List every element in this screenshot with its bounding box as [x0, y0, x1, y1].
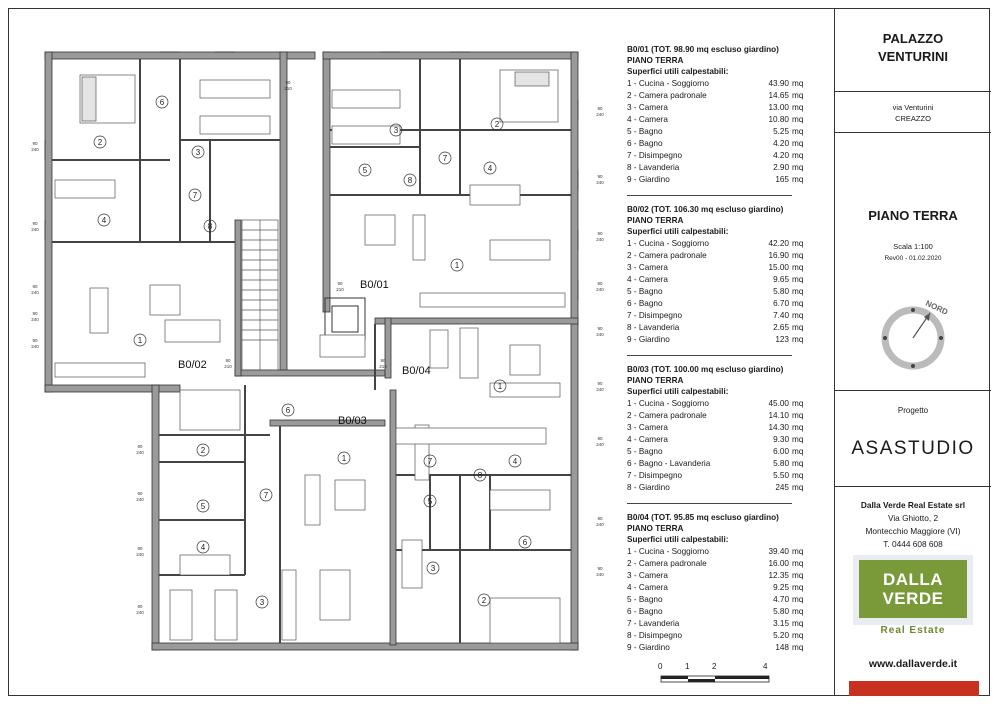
dimension-tag: 240	[596, 522, 604, 527]
room-name: 5 - Bagno	[627, 447, 663, 456]
room-name: 4 - Camera	[627, 435, 668, 444]
room-value: 45.00	[768, 399, 789, 408]
unit-floor: PIANO TERRA	[627, 216, 684, 225]
dimension-tag: 210	[379, 364, 387, 369]
room-unit: mq	[792, 115, 804, 124]
dimension-tag: 240	[31, 290, 39, 295]
svg-text:4: 4	[512, 457, 518, 466]
room-row	[627, 150, 827, 162]
room-row	[627, 286, 827, 298]
room-unit: mq	[792, 163, 804, 172]
room-name: 3 - Camera	[627, 423, 668, 432]
room-name: 3 - Camera	[627, 571, 668, 580]
room-value: 2.65	[773, 323, 789, 332]
unit-total: (TOT. 100.00 mq escluso giardino)	[651, 365, 784, 374]
svg-text:1: 1	[454, 261, 460, 270]
room-row	[627, 274, 827, 286]
lift	[325, 298, 365, 340]
room-row	[627, 570, 827, 582]
room-name: 5 - Bagno	[627, 127, 663, 136]
room-value: 9.30	[773, 435, 789, 444]
room-row	[627, 546, 827, 558]
dimension-tag: 240	[596, 237, 604, 242]
room-name: 1 - Cucina - Soggiorno	[627, 547, 709, 556]
dimension-tag: 240	[596, 442, 604, 447]
unit-label-b0-03: B0/03	[338, 415, 367, 427]
room-unit: mq	[792, 571, 804, 580]
title-block	[834, 8, 991, 696]
scale-bar-graphic	[660, 675, 772, 685]
room-unit: mq	[792, 607, 804, 616]
dimension-tag: 240	[31, 344, 39, 349]
svg-text:6: 6	[159, 98, 165, 107]
staircase	[242, 220, 278, 370]
unit-subtitle: Superfici utili calpestabili:	[627, 387, 729, 396]
room-value: 5.25	[773, 127, 789, 136]
living-furniture	[55, 215, 565, 640]
room-name: 8 - Lavanderia	[627, 163, 680, 172]
svg-text:2: 2	[97, 138, 103, 147]
unit-total: (TOT. 106.30 mq escluso giardino)	[651, 205, 784, 214]
room-unit: mq	[792, 619, 804, 628]
room-name: 6 - Bagno	[627, 139, 663, 148]
room-value: 42.20	[768, 239, 789, 248]
room-row	[627, 642, 827, 654]
room-name: 4 - Camera	[627, 583, 668, 592]
room-value: 245	[775, 483, 789, 492]
divider	[835, 132, 991, 133]
dimension-tag: 240	[31, 147, 39, 152]
table-divider	[627, 503, 792, 504]
beds	[55, 70, 560, 643]
room-value: 16.00	[768, 559, 789, 568]
room-name: 7 - Disimpegno	[627, 151, 683, 160]
dimension-tag: 240	[136, 497, 144, 502]
room-name: 5 - Bagno	[627, 287, 663, 296]
dimension-tag: 240	[596, 387, 604, 392]
svg-text:2: 2	[200, 446, 206, 455]
room-value: 16.90	[768, 251, 789, 260]
room-unit: mq	[792, 311, 804, 320]
room-name: 2 - Camera padronale	[627, 251, 707, 260]
dimension-tag: 240	[31, 317, 39, 322]
room-unit: mq	[792, 631, 804, 640]
room-row	[627, 262, 827, 274]
dimension-tag: 90	[32, 284, 38, 289]
svg-text:3: 3	[393, 126, 399, 135]
room-value: 9.25	[773, 583, 789, 592]
room-name: 5 - Bagno	[627, 595, 663, 604]
unit-label-b0-04: B0/04	[402, 365, 431, 377]
unit-table	[627, 364, 827, 494]
dimension-tag: 90	[32, 338, 38, 343]
room-unit: mq	[792, 151, 804, 160]
company-logo	[853, 555, 973, 625]
dimension-tag: 210	[224, 364, 232, 369]
divider	[835, 91, 991, 92]
revision-label: Rev00 - 01.02.2020	[884, 255, 942, 262]
room-value: 9.65	[773, 275, 789, 284]
room-row	[627, 310, 827, 322]
room-value: 3.15	[773, 619, 789, 628]
room-row	[627, 458, 827, 470]
svg-text:7: 7	[263, 491, 269, 500]
dimension-tag: 90	[597, 516, 603, 521]
table-divider	[627, 195, 792, 196]
svg-text:7: 7	[442, 154, 448, 163]
unit-code: B0/01	[627, 45, 649, 54]
dimension-tag: 90	[380, 358, 386, 363]
room-unit: mq	[792, 263, 804, 272]
room-unit: mq	[792, 335, 804, 344]
room-unit: mq	[792, 251, 804, 260]
unit-code: B0/02	[627, 205, 649, 214]
dimension-tag: 210	[336, 287, 344, 292]
dimension-tag: 90	[597, 566, 603, 571]
street-address: via Venturini	[892, 103, 934, 112]
dimension-tag: 90	[597, 281, 603, 286]
unit-heading	[627, 204, 827, 215]
room-value: 12.35	[768, 571, 789, 580]
dimension-tag: 90	[137, 546, 143, 551]
scale-tick-4: 4	[763, 662, 768, 671]
unit-heading	[627, 364, 827, 375]
room-value: 4.70	[773, 595, 789, 604]
dimension-tag: 240	[136, 610, 144, 615]
room-unit: mq	[792, 323, 804, 332]
unit-table	[627, 44, 827, 186]
room-row	[627, 410, 827, 422]
divider	[835, 486, 991, 487]
room-row	[627, 422, 827, 434]
svg-text:6: 6	[522, 538, 528, 547]
unit-floor: PIANO TERRA	[627, 524, 684, 533]
room-name: 6 - Bagno	[627, 607, 663, 616]
room-unit: mq	[792, 299, 804, 308]
room-unit: mq	[792, 643, 804, 652]
room-name: 2 - Camera padronale	[627, 559, 707, 568]
room-name: 9 - Giardino	[627, 643, 670, 652]
svg-text:8: 8	[407, 176, 413, 185]
room-row	[627, 558, 827, 570]
room-value: 4.20	[773, 151, 789, 160]
svg-text:3: 3	[430, 564, 436, 573]
dimension-tag: 90	[285, 80, 291, 85]
svg-text:7: 7	[427, 457, 433, 466]
dimension-tag: 90	[137, 444, 143, 449]
room-unit: mq	[792, 483, 804, 492]
room-row	[627, 114, 827, 126]
room-row	[627, 470, 827, 482]
svg-text:5: 5	[362, 166, 368, 175]
room-value: 148	[775, 643, 789, 652]
north-arrow-icon	[865, 283, 965, 378]
room-row	[627, 138, 827, 150]
unit-subtitle: Superfici utili calpestabili:	[627, 67, 729, 76]
unit-heading	[627, 512, 827, 523]
logo-line-1: DALLA	[882, 570, 944, 589]
unit-total: (TOT. 95.85 mq escluso giardino)	[651, 513, 779, 522]
room-name: 1 - Cucina - Soggiorno	[627, 79, 709, 88]
unit-table	[627, 204, 827, 346]
room-unit: mq	[792, 287, 804, 296]
project-label: Progetto	[897, 406, 929, 415]
room-row	[627, 174, 827, 186]
logo-line-2: VERDE	[882, 589, 944, 608]
room-row	[627, 298, 827, 310]
room-unit: mq	[792, 423, 804, 432]
company-name: Dalla Verde Real Estate srl	[860, 500, 966, 510]
unit-subtitle: Superfici utili calpestabili:	[627, 535, 729, 544]
room-row	[627, 102, 827, 114]
company-city: Montecchio Maggiore (VI)	[865, 526, 961, 536]
dimension-tag: 240	[596, 572, 604, 577]
accent-bar	[849, 681, 979, 696]
scale-tick-1: 1	[685, 662, 690, 671]
room-row	[627, 482, 827, 494]
room-value: 14.30	[768, 423, 789, 432]
room-name: 4 - Camera	[627, 275, 668, 284]
svg-text:4: 4	[487, 164, 493, 173]
room-value: 123	[775, 335, 789, 344]
dimension-tag: 90	[597, 231, 603, 236]
unit-label-b0-01: B0/01	[360, 279, 389, 291]
dimension-tag: 240	[136, 552, 144, 557]
room-name: 1 - Cucina - Soggiorno	[627, 399, 709, 408]
room-unit: mq	[792, 91, 804, 100]
room-name: 8 - Disimpegno	[627, 631, 683, 640]
room-row	[627, 78, 827, 90]
room-value: 6.70	[773, 299, 789, 308]
company-address: Via Ghiotto, 2	[887, 513, 939, 523]
room-value: 43.90	[768, 79, 789, 88]
svg-text:6: 6	[285, 406, 291, 415]
unit-heading	[627, 44, 827, 55]
room-row	[627, 606, 827, 618]
floor-title: PIANO TERRA	[868, 208, 958, 223]
studio-logo: ASASTUDIO	[851, 438, 975, 459]
room-value: 4.20	[773, 139, 789, 148]
room-value: 2.90	[773, 163, 789, 172]
building-name-2: VENTURINI	[877, 49, 949, 64]
room-row	[627, 398, 827, 410]
room-value: 7.40	[773, 311, 789, 320]
svg-text:8: 8	[207, 222, 213, 231]
svg-text:3: 3	[195, 148, 201, 157]
room-unit: mq	[792, 459, 804, 468]
svg-text:3: 3	[259, 598, 265, 607]
room-unit: mq	[792, 547, 804, 556]
room-name: 6 - Bagno - Lavanderia	[627, 459, 711, 468]
unit-table	[627, 512, 827, 654]
room-name: 3 - Camera	[627, 263, 668, 272]
room-value: 15.00	[768, 263, 789, 272]
room-name: 7 - Lavanderia	[627, 619, 680, 628]
room-unit: mq	[792, 239, 804, 248]
room-name: 8 - Giardino	[627, 483, 670, 492]
room-row	[627, 582, 827, 594]
room-value: 5.80	[773, 607, 789, 616]
room-row	[627, 434, 827, 446]
svg-text:2: 2	[481, 596, 487, 605]
room-row	[627, 322, 827, 334]
dimension-tag: 240	[31, 227, 39, 232]
svg-text:5: 5	[200, 502, 206, 511]
room-name: 2 - Camera padronale	[627, 91, 707, 100]
dimension-tag: 240	[596, 287, 604, 292]
dimension-tag: 90	[137, 604, 143, 609]
room-row	[627, 630, 827, 642]
room-unit: mq	[792, 435, 804, 444]
table-divider	[627, 355, 792, 356]
room-name: 7 - Disimpegno	[627, 311, 683, 320]
room-value: 5.80	[773, 287, 789, 296]
svg-text:1: 1	[341, 454, 347, 463]
dimension-tag: 240	[136, 450, 144, 455]
room-unit: mq	[792, 175, 804, 184]
room-row	[627, 446, 827, 458]
divider	[835, 390, 991, 391]
room-unit: mq	[792, 583, 804, 592]
scale-tick-2: 2	[712, 662, 717, 671]
scale-label: Scala 1:100	[893, 242, 933, 251]
room-unit: mq	[792, 103, 804, 112]
dimension-tag: 90	[32, 221, 38, 226]
room-name: 9 - Giardino	[627, 175, 670, 184]
svg-text:1: 1	[497, 382, 503, 391]
room-unit: mq	[792, 399, 804, 408]
exterior-walls	[45, 52, 578, 650]
room-row	[627, 238, 827, 250]
room-name: 6 - Bagno	[627, 299, 663, 308]
unit-subtitle: Superfici utili calpestabili:	[627, 227, 729, 236]
room-row	[627, 90, 827, 102]
room-name: 1 - Cucina - Soggiorno	[627, 239, 709, 248]
area-tables	[627, 44, 827, 654]
room-value: 13.00	[768, 103, 789, 112]
room-name: 8 - Lavanderia	[627, 323, 680, 332]
room-unit: mq	[792, 447, 804, 456]
floor-plan-drawing	[20, 30, 620, 690]
room-unit: mq	[792, 595, 804, 604]
room-value: 6.00	[773, 447, 789, 456]
svg-text:7: 7	[192, 191, 198, 200]
dimension-tag: 240	[596, 180, 604, 185]
room-row	[627, 250, 827, 262]
room-name: 7 - Disimpegno	[627, 471, 683, 480]
room-row	[627, 126, 827, 138]
unit-floor: PIANO TERRA	[627, 376, 684, 385]
svg-text:4: 4	[101, 216, 107, 225]
unit-total: (TOT. 98.90 mq escluso giardino)	[651, 45, 779, 54]
dimension-tag: 90	[597, 326, 603, 331]
room-name: 9 - Giardino	[627, 335, 670, 344]
room-row	[627, 618, 827, 630]
logo-subtitle: Real Estate	[880, 625, 946, 636]
company-phone: T. 0444 608 608	[883, 539, 943, 549]
dimension-tag: 90	[597, 436, 603, 441]
room-name: 4 - Camera	[627, 115, 668, 124]
scale-tick-0: 0	[658, 662, 663, 671]
room-value: 10.80	[768, 115, 789, 124]
dimension-tag: 90	[337, 281, 343, 286]
room-value: 165	[775, 175, 789, 184]
svg-text:4: 4	[200, 543, 206, 552]
dimension-tag: 90	[597, 381, 603, 386]
svg-text:2: 2	[494, 120, 500, 129]
dimension-tag: 90	[137, 491, 143, 496]
room-value: 5.80	[773, 459, 789, 468]
dimension-tag: 240	[596, 332, 604, 337]
room-row	[627, 594, 827, 606]
room-name: 3 - Camera	[627, 103, 668, 112]
room-unit: mq	[792, 79, 804, 88]
north-label: NORD	[924, 298, 950, 317]
unit-floor: PIANO TERRA	[627, 56, 684, 65]
dimension-tag: 90	[597, 174, 603, 179]
room-value: 14.65	[768, 91, 789, 100]
dimension-tag: 90	[225, 358, 231, 363]
room-row	[627, 162, 827, 174]
room-unit: mq	[792, 139, 804, 148]
unit-code: B0/04	[627, 513, 649, 522]
room-value: 14.10	[768, 411, 789, 420]
room-unit: mq	[792, 411, 804, 420]
svg-text:1: 1	[137, 336, 143, 345]
svg-text:5: 5	[427, 497, 433, 506]
room-unit: mq	[792, 127, 804, 136]
room-row	[627, 334, 827, 346]
room-value: 5.20	[773, 631, 789, 640]
building-name: PALAZZO	[882, 31, 944, 46]
room-value: 5.50	[773, 471, 789, 480]
dimension-tag: 210	[284, 86, 292, 91]
dimension-tag: 240	[596, 112, 604, 117]
room-name: 2 - Camera padronale	[627, 411, 707, 420]
unit-label-b0-02: B0/02	[178, 359, 207, 371]
room-unit: mq	[792, 275, 804, 284]
town: CREAZZO	[895, 114, 931, 123]
interior-walls	[52, 59, 571, 643]
room-unit: mq	[792, 471, 804, 480]
company-website[interactable]: www.dallaverde.it	[868, 658, 958, 670]
dimension-tag: 90	[32, 141, 38, 146]
scale-bar	[660, 664, 770, 686]
room-value: 39.40	[768, 547, 789, 556]
svg-text:8: 8	[477, 471, 483, 480]
dimension-tag: 90	[597, 106, 603, 111]
unit-code: B0/03	[627, 365, 649, 374]
room-unit: mq	[792, 559, 804, 568]
dimension-tag: 90	[32, 311, 38, 316]
